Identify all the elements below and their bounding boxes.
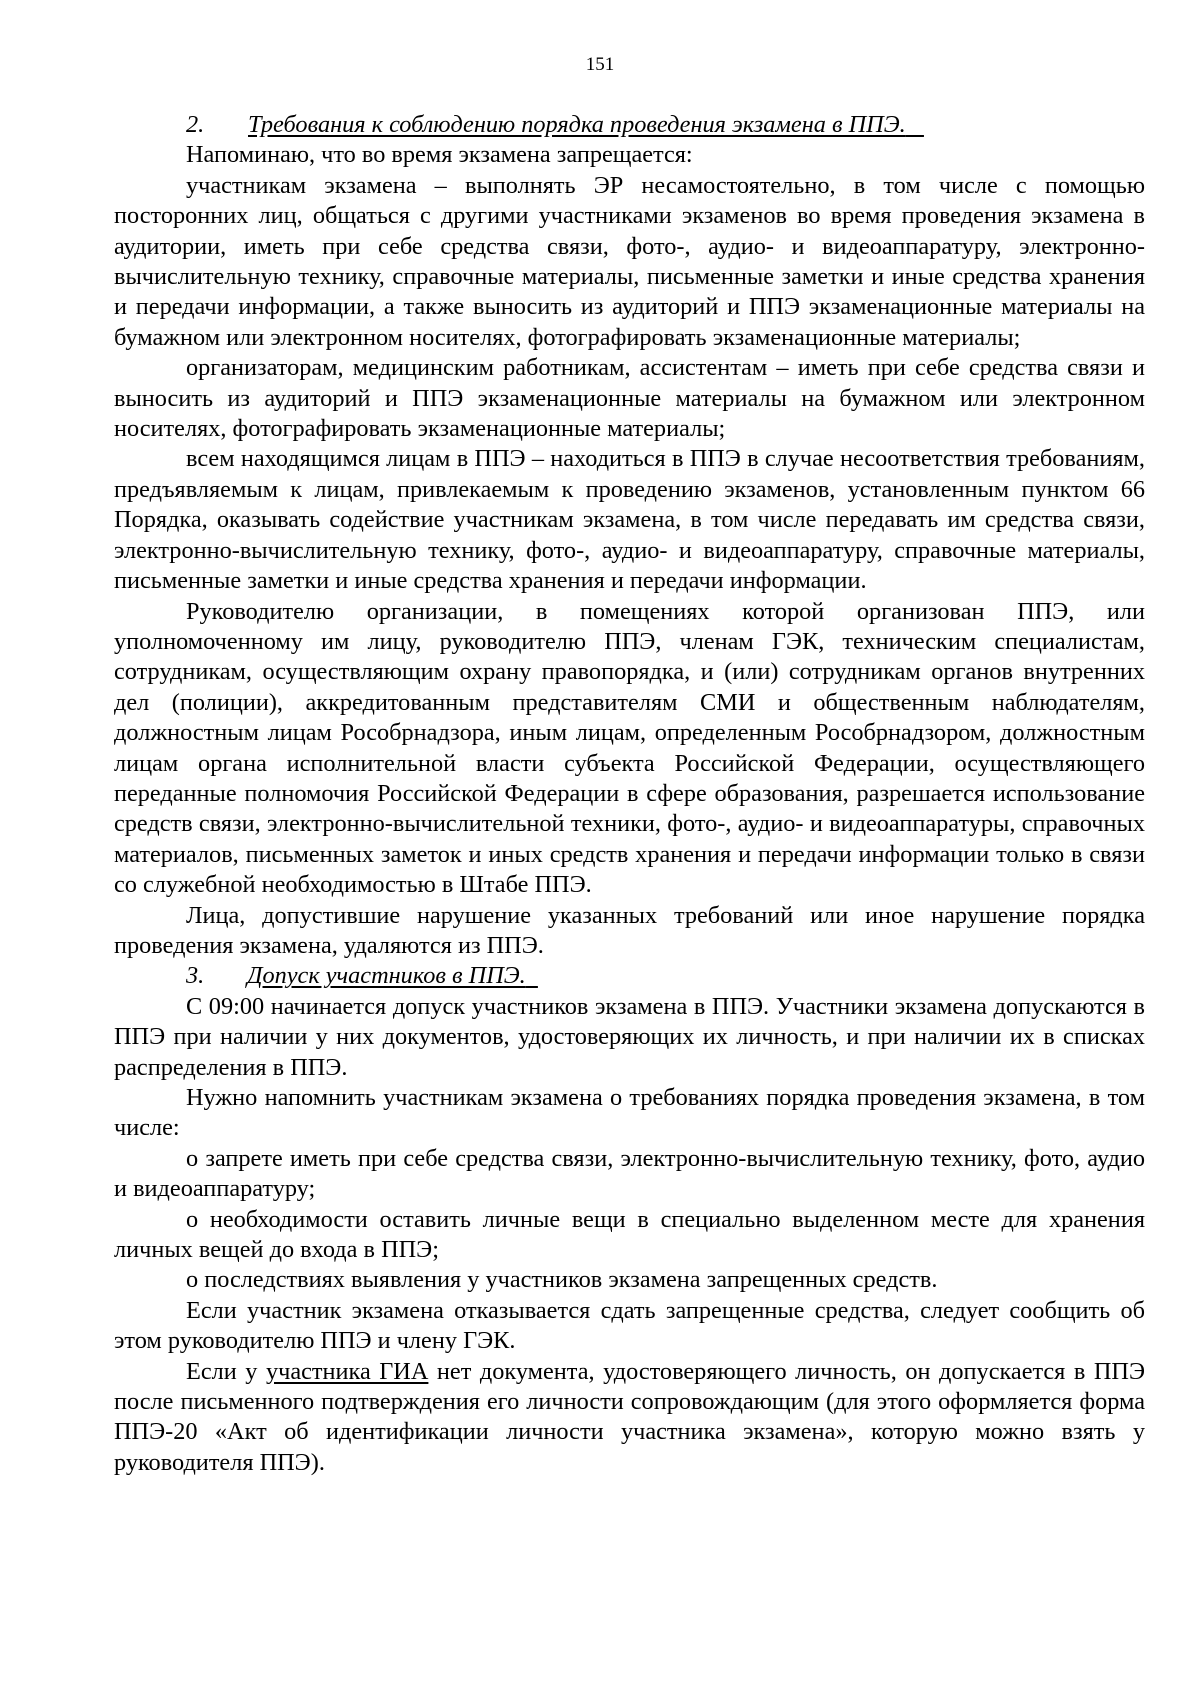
paragraph: участникам экзамена – выполнять ЭР несамостоятельно, в том числе с помощью посторонних лиц, общаться с другими участниками экзаменов во время проведения экзамена в аудитории, иметь при себе средства связи, фото-, аудио- и видеоаппаратуру, электронно-вычислительную технику, справочные материалы, письменные заметки и иные средства хранения и передачи информации, а также выносить из аудиторий и ППЭ экзаменационные материалы на бумажном или электронном носителях, фотографировать экзаменационные материалы; bbox=[114, 171, 1145, 351]
paragraph bbox=[114, 1357, 1145, 1479]
paragraph: всем находящимся лицам в ППЭ – находиться в ППЭ в случае несоответствия требованиям, предъявляемым к лицам, привлекаемым к проведению экзаменов, установленным пунктом 66 Порядка, оказывать содействие участникам экзамена, в том числе передавать им средства связи, электронно-вычислительную технику, фото-, аудио- и видеоаппаратуру, справочные материалы, письменные заметки и иные средства хранения и передачи информации. bbox=[114, 445, 1145, 595]
section-number: 2. bbox=[186, 111, 205, 138]
section-title: Допуск участников в ППЭ. bbox=[247, 962, 526, 990]
section-number: 3. bbox=[186, 962, 205, 990]
paragraph: о запрете иметь при себе средства связи, электронно-вычислительную технику, фото, аудио и видеоаппаратуру; bbox=[114, 1144, 1145, 1203]
section-heading bbox=[114, 961, 1145, 991]
section-title: Требования к соблюдению порядка проведения экзамена в ППЭ. bbox=[248, 111, 906, 138]
paragraph-text: нет документа, удостоверяющего личность, он допускается в ППЭ после письменного подтверждения его личности сопровождающим (для этого оформляется форма ППЭ-20 «Акт об идентификации личности участника экзамена», которую можно взять у руководителя ППЭ). bbox=[114, 1357, 1146, 1476]
paragraph: С 09:00 начинается допуск участников экзамена в ППЭ. Участники экзамена допускаются в ППЭ при наличии у них документов, удостоверяющих их личность, и при наличии их в списках распределения в ППЭ. bbox=[114, 992, 1145, 1081]
paragraph: Напоминаю, что во время экзамена запрещается: bbox=[186, 141, 693, 169]
page-number: 151 bbox=[585, 54, 615, 75]
section-heading bbox=[114, 110, 1145, 140]
paragraph: Нужно напомнить участникам экзамена о требованиях порядка проведения экзамена, в том числе: bbox=[114, 1084, 1145, 1142]
paragraph-text: Если у bbox=[186, 1357, 266, 1385]
paragraph: Если участник экзамена отказывается сдать запрещенные средства, следует сообщить об этом руководителю ППЭ и члену ГЭК. bbox=[114, 1296, 1145, 1355]
paragraph: организаторам, медицинским работникам, ассистентам – иметь при себе средства связи и выносить из аудиторий и ППЭ экзаменационные материалы на бумажном или электронном носителях, фотографировать экзаменационные материалы; bbox=[114, 354, 1145, 443]
paragraph: Лица, допустившие нарушение указанных требований или иное нарушение порядка проведения экзамена, удаляются из ППЭ. bbox=[114, 901, 1145, 959]
paragraph: о необходимости оставить личные вещи в специально выделенном месте для хранения личных вещей до входа в ППЭ; bbox=[114, 1205, 1145, 1264]
paragraph: о последствиях выявления у участников экзамена запрещенных средств. bbox=[186, 1266, 938, 1294]
page-content bbox=[114, 110, 1145, 1478]
underlined-term: участника ГИА bbox=[265, 1357, 429, 1385]
paragraph: Руководителю организации, в помещениях которой организован ППЭ, или уполномоченному им лицу, руководителю ППЭ, членам ГЭК, техническим специалистам, сотрудникам, осуществляющим охрану правопорядка, и (или) сотрудникам органов внутренних дел (полиции), аккредитованным представителям СМИ и общественным наблюдателям, должностным лицам Рособрнадзора, иным лицам, определенным Рособрнадзором, должностным лицам органа исполнительной власти субъекта Российской Федерации, осуществляющего переданные полномочия Российской Федерации в сфере образования, разрешается использование средств связи, электронно-вычислительной техники, фото-, аудио- и видеоаппаратуры, справочных материалов, письменных заметок и иных средств хранения и передачи информации только в связи со служебной необходимостью в Штабе ППЭ. bbox=[114, 597, 1145, 899]
